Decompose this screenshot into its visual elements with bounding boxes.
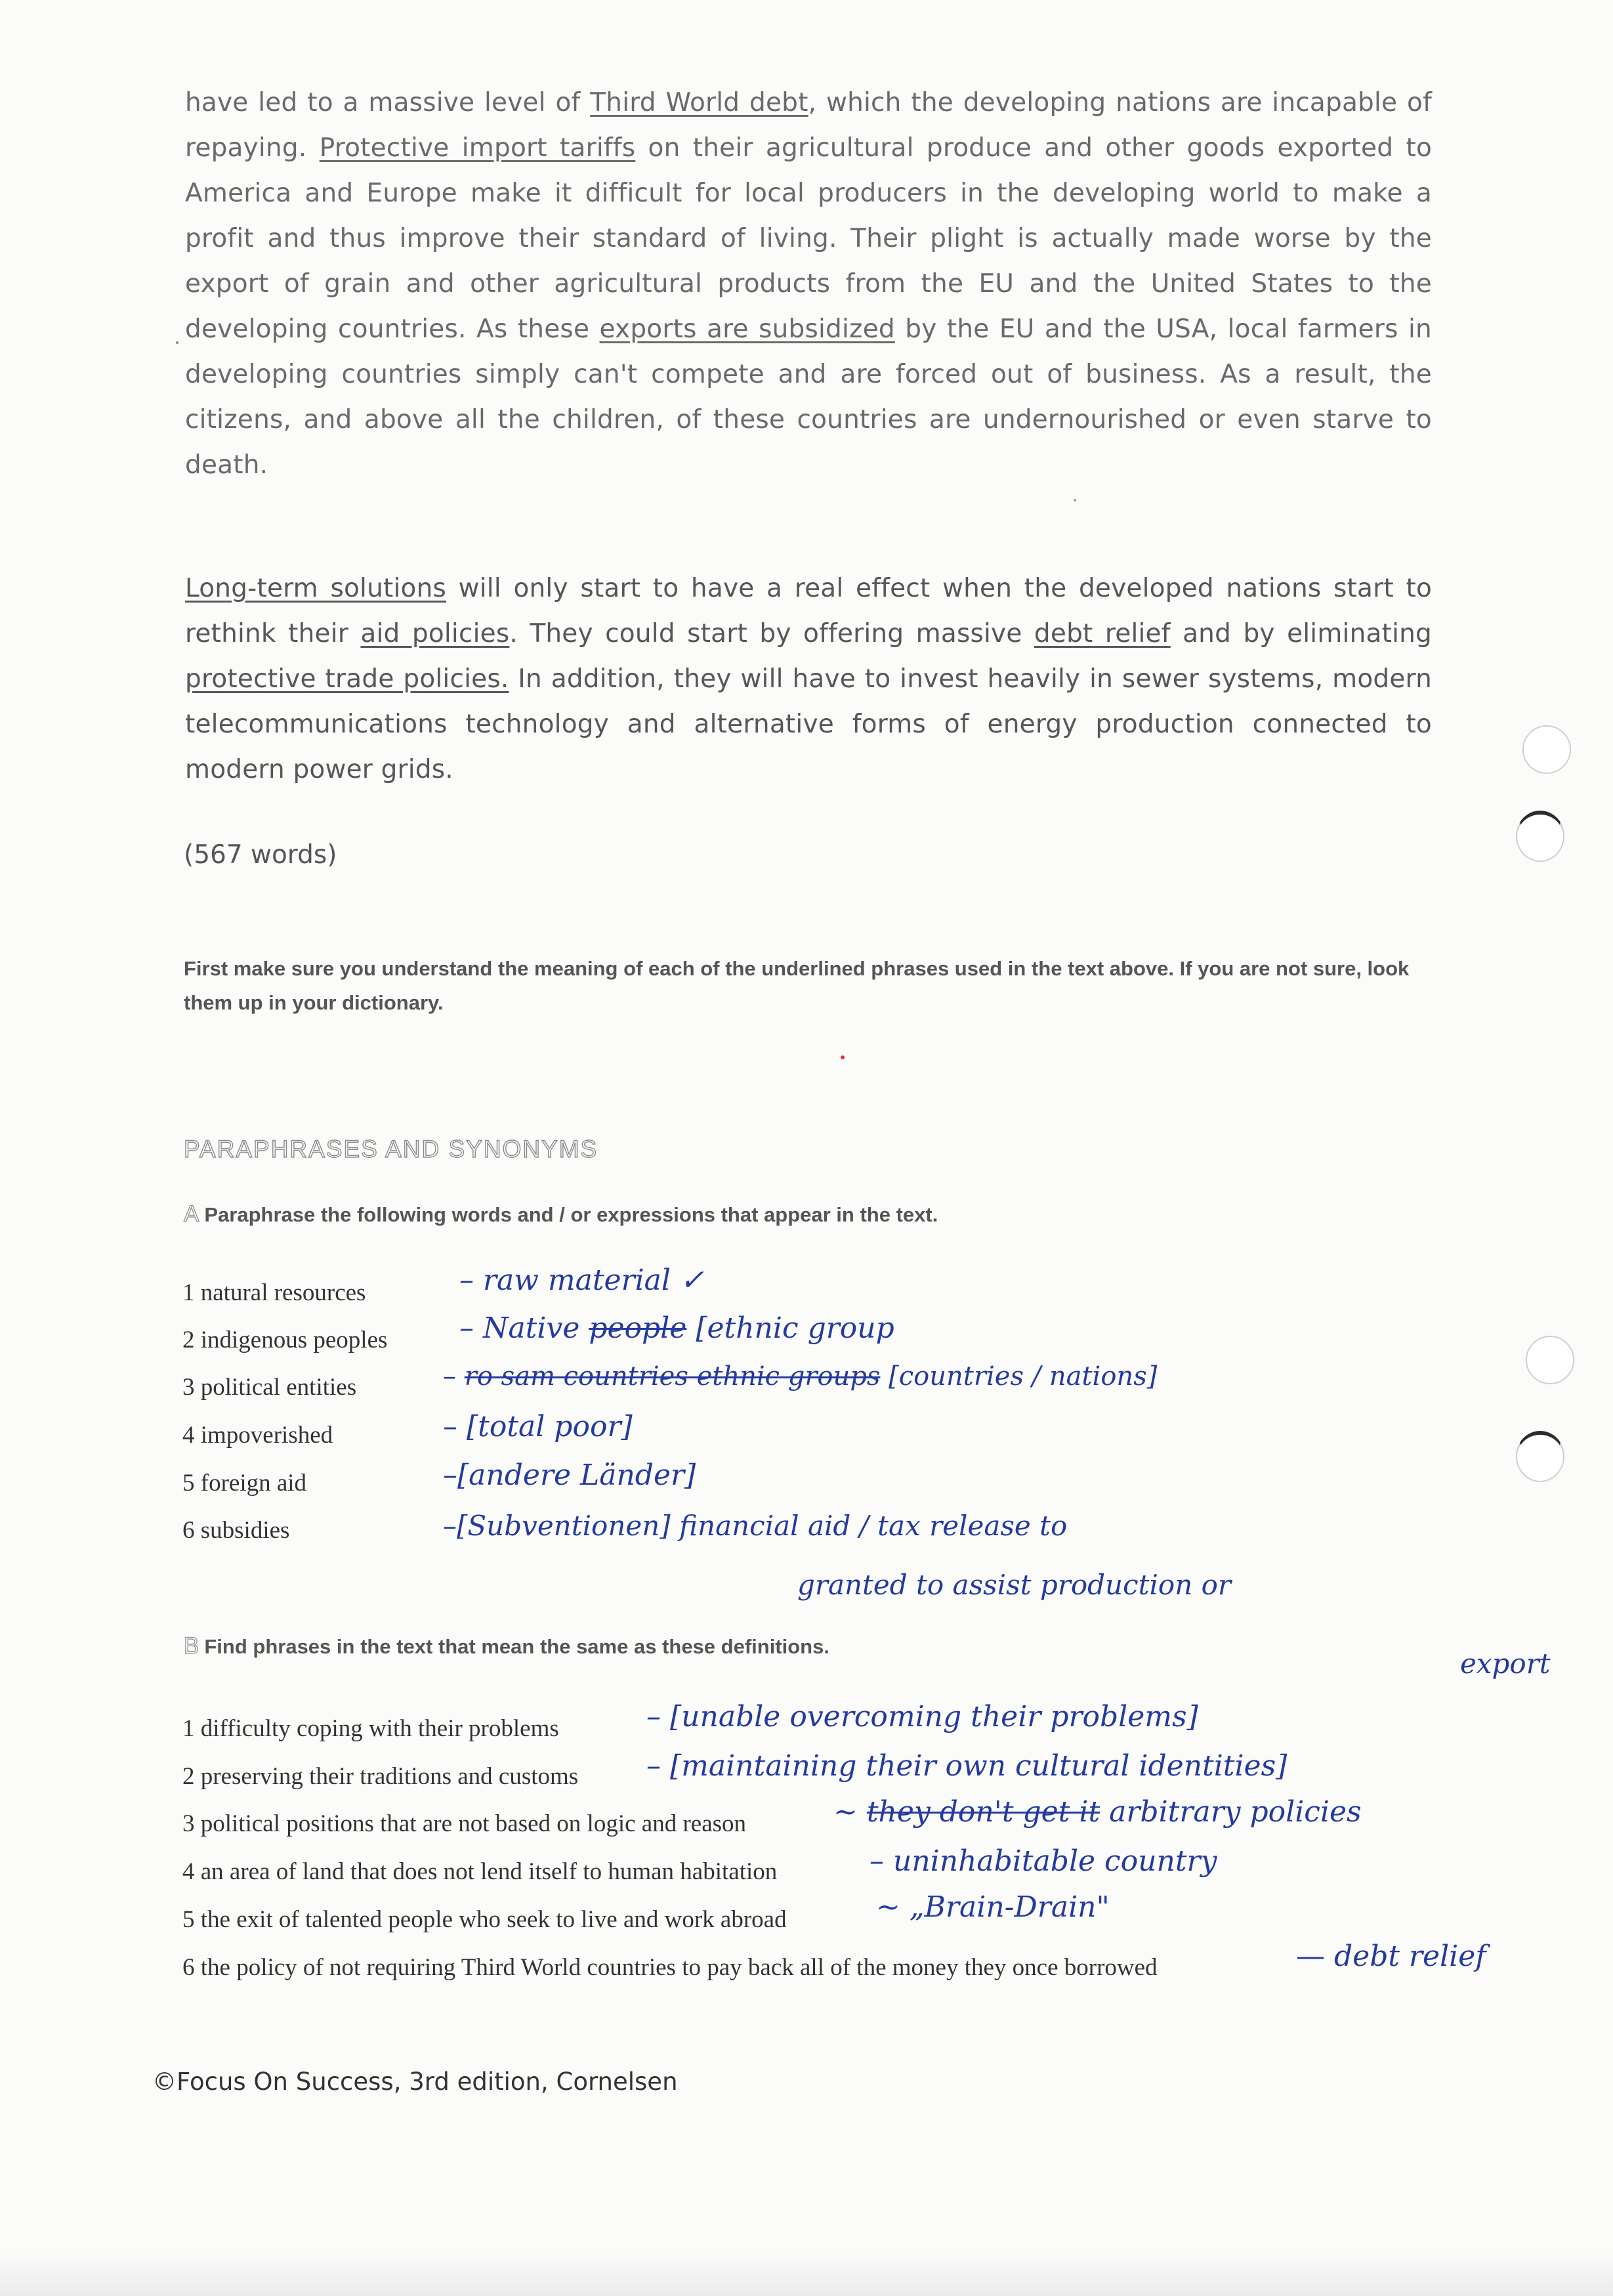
handwritten-answer: export xyxy=(1460,1648,1551,1680)
paragraph-text: , which the developing nations are incapable of repaying. xyxy=(185,88,1432,163)
handwritten-answer: ~ „Brain-Drain" xyxy=(876,1890,1110,1924)
answer-text: ~ xyxy=(833,1795,867,1829)
task-a-item: 6 subsidies xyxy=(182,1517,290,1544)
paragraph-text: In addition, they will have to invest heavily in sewer systems, modern telecommunications technology and alternative forms of energy production connected to modern power grids. xyxy=(185,664,1433,784)
text-paragraph-2 xyxy=(185,566,1432,792)
handwritten-answer xyxy=(459,1311,894,1345)
handwritten-answer xyxy=(833,1795,1362,1829)
answer-text: arbitrary policies xyxy=(1100,1795,1362,1829)
answer-text: [countries / nations] xyxy=(880,1361,1158,1392)
underlined-phrase: Third World debt xyxy=(590,88,808,117)
handwritten-answer: – raw material ✓ xyxy=(459,1264,704,1297)
punch-hole xyxy=(1522,725,1571,774)
underlined-phrase: exports are subsidized xyxy=(599,314,895,344)
punch-hole xyxy=(1516,1431,1564,1482)
handwritten-answer: – [unable overcoming their problems] xyxy=(646,1700,1198,1733)
underlined-phrase: Protective import tariffs xyxy=(319,133,636,163)
paragraph-text: on their agricultural produce and other goods exported to America and Europe make it difficult for local producers in the developing world to make a profit and thus improve their standard of living. Their plight is actually made worse by the export of grain and other agricultural products from the EU and the United States to the developing countries. As these xyxy=(185,133,1433,344)
task-b-item: 1 difficulty coping with their problems xyxy=(182,1715,559,1742)
scan-shadow xyxy=(0,2250,1613,2296)
dictionary-instruction: First make sure you understand the meaning of each of the underlined phrases used in the text above. If you are not sure, look them up in your dictionary. xyxy=(184,957,1410,1014)
answer-text: [ethnic group xyxy=(686,1311,894,1345)
task-b-item: 4 an area of land that does not lend itself to human habitation xyxy=(182,1858,778,1885)
handwritten-answer: — debt relief xyxy=(1296,1940,1486,1973)
paragraph-text: will only start to have a real effect when the developed nations start to rethink their xyxy=(185,574,1433,648)
handwritten-answer: – [maintaining their own cultural identities] xyxy=(646,1749,1288,1783)
underlined-phrase: Long-term solutions xyxy=(185,574,447,603)
task-b-item: 6 the policy of not requiring Third World countries to pay back all of the money they once borrowed xyxy=(182,1954,1158,1981)
handwritten-answer: granted to assist production or xyxy=(797,1569,1231,1601)
red-speck xyxy=(841,1055,845,1059)
punch-hole xyxy=(1516,811,1564,862)
handwritten-answer: – [total poor] xyxy=(443,1410,633,1443)
paragraph-text: . They could start by offering massive xyxy=(509,619,1034,648)
paragraph-text: have led to a massive level of xyxy=(185,88,591,117)
task-heading-text: Paraphrase the following words and / or expressions that appear in the text. xyxy=(204,1203,938,1226)
section-heading: PARAPHRASES AND SYNONYMS xyxy=(184,1136,598,1162)
handwritten-answer: – uninhabitable country xyxy=(869,1844,1217,1878)
task-b-item: 2 preserving their traditions and customs xyxy=(182,1763,579,1790)
word-count: (567 words) xyxy=(184,840,337,870)
ink-speck xyxy=(176,341,178,344)
copyright-footer: ©Focus On Success, 3rd edition, Cornelsen xyxy=(152,2068,678,2096)
crossed-out-text: ro sam countries ethnic groups xyxy=(464,1361,881,1392)
task-a-item: 1 natural resources xyxy=(182,1279,366,1306)
task-letter: A xyxy=(184,1201,199,1227)
handwritten-answer: –[Subventionen] financial aid / tax release to xyxy=(443,1510,1068,1542)
paragraph-text: by the EU and the USA, local farmers in developing countries simply can't compete and are forced out of business. As a result, the citizens, and above all the children, of these countries are undernourished or even starve to death. xyxy=(185,314,1432,480)
underlined-phrase: debt relief xyxy=(1034,619,1171,648)
text-paragraph-1 xyxy=(185,80,1432,488)
ink-speck xyxy=(1074,499,1076,501)
task-a-heading xyxy=(184,1201,938,1227)
task-a-item: 2 indigenous peoples xyxy=(182,1327,388,1353)
task-heading-text: Find phrases in the text that mean the same as these definitions. xyxy=(204,1635,829,1658)
answer-text: – xyxy=(443,1361,465,1392)
task-a-item: 5 foreign aid xyxy=(182,1470,307,1497)
answer-text: – Native xyxy=(459,1311,589,1345)
handwritten-answer xyxy=(443,1361,1157,1392)
task-letter: B xyxy=(184,1633,199,1659)
task-b-heading xyxy=(184,1633,829,1659)
task-a-item: 3 political entities xyxy=(182,1374,357,1401)
task-a-item: 4 impoverished xyxy=(182,1422,333,1449)
handwritten-answer: –[andere Länder] xyxy=(443,1458,696,1492)
underlined-phrase: protective trade policies. xyxy=(185,664,509,694)
punch-hole xyxy=(1526,1336,1574,1384)
crossed-out-text: they don't get it xyxy=(866,1795,1100,1829)
paragraph-text: and by eliminating xyxy=(1170,619,1432,648)
underlined-phrase: aid policies xyxy=(360,619,510,648)
crossed-out-text: people xyxy=(589,1311,687,1345)
task-b-item: 3 political positions that are not based on logic and reason xyxy=(182,1810,747,1837)
task-b-item: 5 the exit of talented people who seek to live and work abroad xyxy=(182,1906,787,1933)
